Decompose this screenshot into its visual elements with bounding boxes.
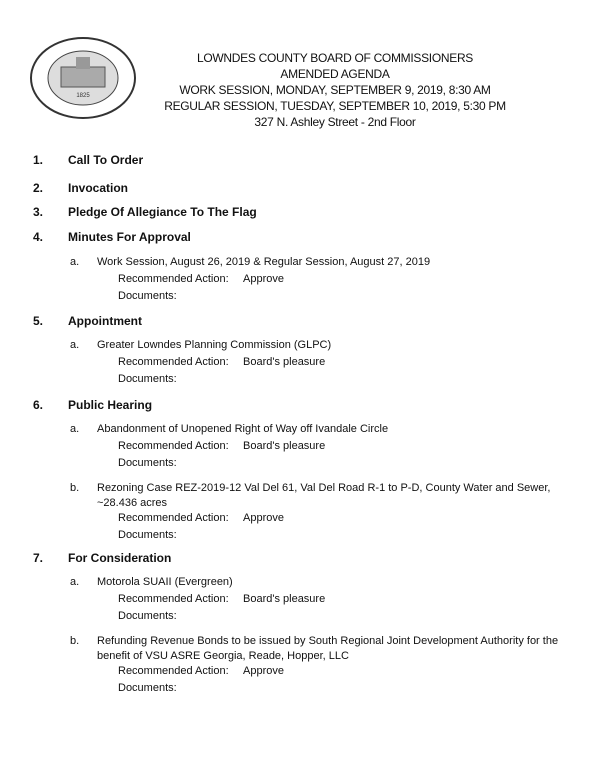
- sub-item-text: Greater Lowndes Planning Commission (GLPC): [97, 339, 332, 351]
- recommended-action-label: Recommended Action:: [118, 440, 229, 452]
- sub-item-letter: a.: [70, 423, 80, 435]
- item-title: Appointment: [68, 314, 142, 328]
- recommended-action-value: Approve: [243, 273, 284, 285]
- recommended-action-label: Recommended Action:: [118, 356, 229, 368]
- item-number: 3.: [33, 205, 44, 219]
- item-number: 5.: [33, 314, 44, 328]
- sub-item-letter: b.: [70, 635, 80, 647]
- sub-item-text: Refunding Revenue Bonds to be issued by South Regional Joint Development Authority for the: [97, 635, 559, 647]
- sub-item-text: Motorola SUAII (Evergreen): [97, 576, 233, 588]
- recommended-action-value: Approve: [243, 512, 284, 524]
- item-title: Invocation: [68, 181, 129, 195]
- item-title: Call To Order: [68, 153, 144, 167]
- item-number: 2.: [33, 181, 44, 195]
- header-line: AMENDED AGENDA: [280, 67, 390, 81]
- sub-item-letter: a.: [70, 576, 80, 588]
- documents-label: Documents:: [118, 610, 177, 622]
- item-title: Public Hearing: [68, 398, 153, 412]
- recommended-action-label: Recommended Action:: [118, 665, 229, 677]
- item-number: 7.: [33, 551, 44, 565]
- county-seal-logo: [28, 37, 138, 119]
- recommended-action-value: Board's pleasure: [243, 593, 326, 605]
- svg-text:1825: 1825: [76, 93, 90, 99]
- header-line: WORK SESSION, MONDAY, SEPTEMBER 9, 2019, 8:30 AM: [179, 83, 491, 97]
- documents-label: Documents:: [118, 373, 177, 385]
- sub-item-text: Rezoning Case REZ-2019-12 Val Del 61, Val Del Road R-1 to P-D, County Water and Sewer,: [97, 482, 551, 494]
- documents-label: Documents:: [118, 682, 177, 694]
- item-title: Minutes For Approval: [68, 230, 191, 244]
- recommended-action-value: Board's pleasure: [243, 356, 326, 368]
- sub-item-text: Abandonment of Unopened Right of Way off Ivandale Circle: [97, 423, 389, 435]
- item-title: For Consideration: [68, 551, 172, 565]
- item-title: Pledge Of Allegiance To The Flag: [68, 205, 257, 219]
- item-number: 4.: [33, 230, 44, 244]
- documents-label: Documents:: [118, 290, 177, 302]
- sub-item-text-cont: ~28.436 acres: [97, 497, 168, 509]
- header-line: LOWNDES COUNTY BOARD OF COMMISSIONERS: [196, 51, 474, 65]
- documents-label: Documents:: [118, 457, 177, 469]
- recommended-action-label: Recommended Action:: [118, 593, 229, 605]
- recommended-action-value: Approve: [243, 665, 284, 677]
- header-line: 327 N. Ashley Street - 2nd Floor: [254, 115, 416, 129]
- sub-item-text: Work Session, August 26, 2019 & Regular Session, August 27, 2019: [97, 256, 431, 268]
- recommended-action-value: Board's pleasure: [243, 440, 326, 452]
- header-line: REGULAR SESSION, TUESDAY, SEPTEMBER 10, 2019, 5:30 PM: [164, 99, 506, 113]
- sub-item-letter: b.: [70, 482, 80, 494]
- item-number: 1.: [33, 153, 44, 167]
- documents-label: Documents:: [118, 529, 177, 541]
- sub-item-letter: a.: [70, 256, 80, 268]
- recommended-action-label: Recommended Action:: [118, 512, 229, 524]
- sub-item-letter: a.: [70, 339, 80, 351]
- item-number: 6.: [33, 398, 44, 412]
- recommended-action-label: Recommended Action:: [118, 273, 229, 285]
- sub-item-text-cont: benefit of VSU ASRE Georgia, Reade, Hopper, LLC: [97, 650, 349, 662]
